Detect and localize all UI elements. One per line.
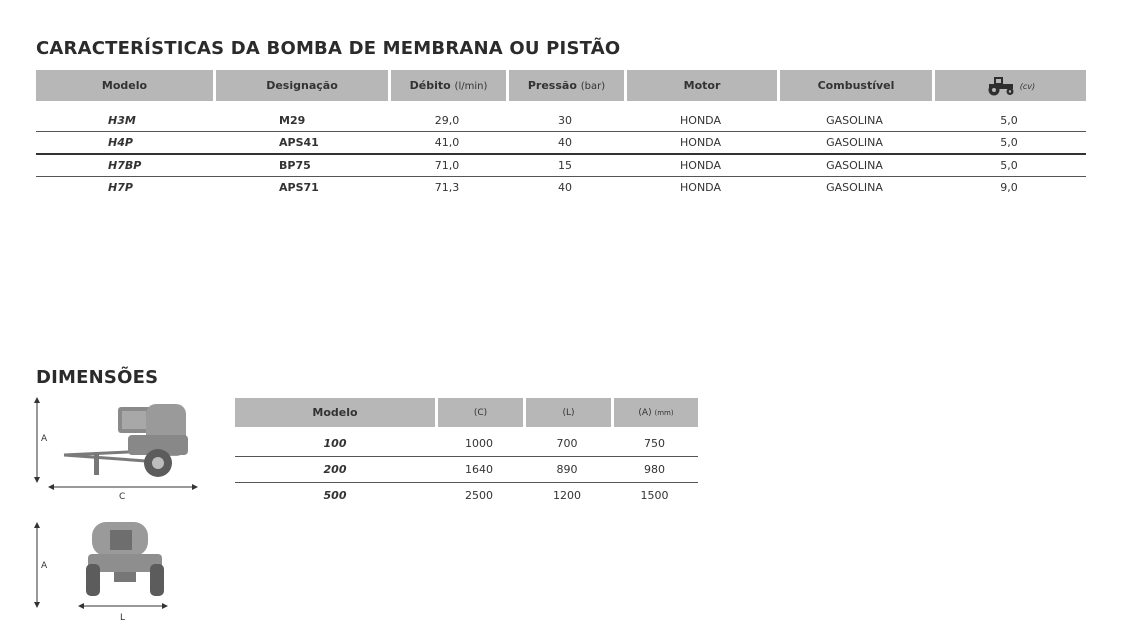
cell-dim-a: 980: [611, 457, 698, 483]
table-row: [36, 101, 1086, 132]
spec-title: CARACTERÍSTICAS DA BOMBA DE MEMBRANA OU PISTÃO: [36, 38, 621, 59]
header-pressao: [506, 70, 624, 101]
header-dim-l: (L): [523, 398, 611, 427]
label-c: C: [119, 492, 126, 502]
cell-dim-model: 200: [235, 457, 435, 483]
arrow-head: [34, 477, 40, 483]
cell-model: H7P: [108, 181, 133, 194]
cell-designation: M29: [213, 101, 388, 132]
cell-designation: APS71: [279, 181, 319, 194]
cell-model: H3M: [36, 101, 213, 132]
spec-table: [36, 70, 1086, 198]
cell-dim-model: 100: [235, 427, 435, 457]
arrow-head: [162, 603, 168, 609]
header-dim-unit: (mm): [654, 408, 674, 417]
arrow-head: [34, 522, 40, 528]
header-combustivel: Combustível: [777, 70, 932, 101]
table-row: [235, 483, 698, 508]
cell-motor: HONDA: [680, 181, 721, 194]
cell-dim-l: 890: [523, 457, 611, 483]
label-l: L: [120, 613, 126, 623]
dim-header-row: [235, 398, 698, 427]
cell-dim-c: 1000: [435, 427, 523, 457]
header-pressao-label: Pressão: [527, 79, 577, 92]
arrow-head: [34, 397, 40, 403]
cell-pressure: 40: [558, 181, 572, 194]
header-pressao-unit: (bar): [580, 81, 606, 92]
cell-fuel: GASOLINA: [826, 181, 883, 194]
cell-fuel: GASOLINA: [777, 101, 932, 132]
cell-flow: 71,3: [434, 181, 460, 194]
table-row: [36, 177, 1086, 198]
cell-model: H7BP: [36, 155, 213, 177]
header-designacao: Designação: [213, 70, 388, 101]
cell-model: H4P: [36, 132, 213, 155]
cell-dim-c: 1640: [435, 457, 523, 483]
arrow-head: [34, 602, 40, 608]
header-debito: [388, 70, 506, 101]
sprayer-rear-image: [86, 522, 164, 596]
cell-power: 5,0: [932, 155, 1086, 177]
label-a: A: [41, 561, 48, 571]
cell-dim-a: 750: [611, 427, 698, 457]
header-dim-modelo: Modelo: [235, 398, 435, 427]
cell-power: 9,0: [1000, 181, 1018, 194]
header-debito-unit: (l/min): [454, 81, 488, 92]
header-dim-c: (C): [435, 398, 523, 427]
cell-dim-c: 2500: [465, 489, 493, 502]
cell-motor: HONDA: [624, 155, 777, 177]
spec-header-row: [36, 70, 1086, 101]
cell-motor: HONDA: [624, 101, 777, 132]
header-power: [932, 70, 1086, 101]
table-row: [235, 427, 698, 457]
cell-pressure: 30: [506, 101, 624, 132]
header-dim-a: [611, 398, 698, 427]
cell-flow: 71,0: [388, 155, 506, 177]
side-view-diagram: [28, 395, 200, 503]
cell-fuel: GASOLINA: [777, 132, 932, 155]
table-row: [36, 155, 1086, 177]
cell-dim-l: 1200: [553, 489, 581, 502]
cell-motor: HONDA: [624, 132, 777, 155]
dimensions-title: DIMENSÕES: [36, 367, 159, 388]
cell-pressure: 40: [506, 132, 624, 155]
header-cv-unit: (cv): [1019, 81, 1036, 91]
header-debito-label: Débito: [409, 79, 451, 92]
rear-view-diagram: [28, 520, 178, 624]
cell-power: 5,0: [932, 132, 1086, 155]
sprayer-side-image: [64, 404, 188, 477]
dimensions-table: [235, 398, 698, 508]
cell-designation: BP75: [213, 155, 388, 177]
header-modelo: Modelo: [36, 70, 213, 101]
cell-dim-model: 500: [323, 489, 347, 502]
table-row: [235, 457, 698, 483]
tractor-icon: [986, 76, 1016, 96]
cell-flow: 29,0: [388, 101, 506, 132]
cell-dim-l: 700: [523, 427, 611, 457]
table-row: [36, 132, 1086, 155]
cell-pressure: 15: [506, 155, 624, 177]
cell-flow: 41,0: [388, 132, 506, 155]
label-a: A: [41, 434, 48, 444]
cell-power: 5,0: [932, 101, 1086, 132]
header-dim-a-label: (A): [638, 407, 652, 418]
header-motor: Motor: [624, 70, 777, 101]
arrow-head: [78, 603, 84, 609]
cell-fuel: GASOLINA: [777, 155, 932, 177]
arrow-head: [192, 484, 198, 490]
arrow-head: [48, 484, 54, 490]
cell-dim-a: 1500: [640, 489, 669, 502]
cell-designation: APS41: [213, 132, 388, 155]
